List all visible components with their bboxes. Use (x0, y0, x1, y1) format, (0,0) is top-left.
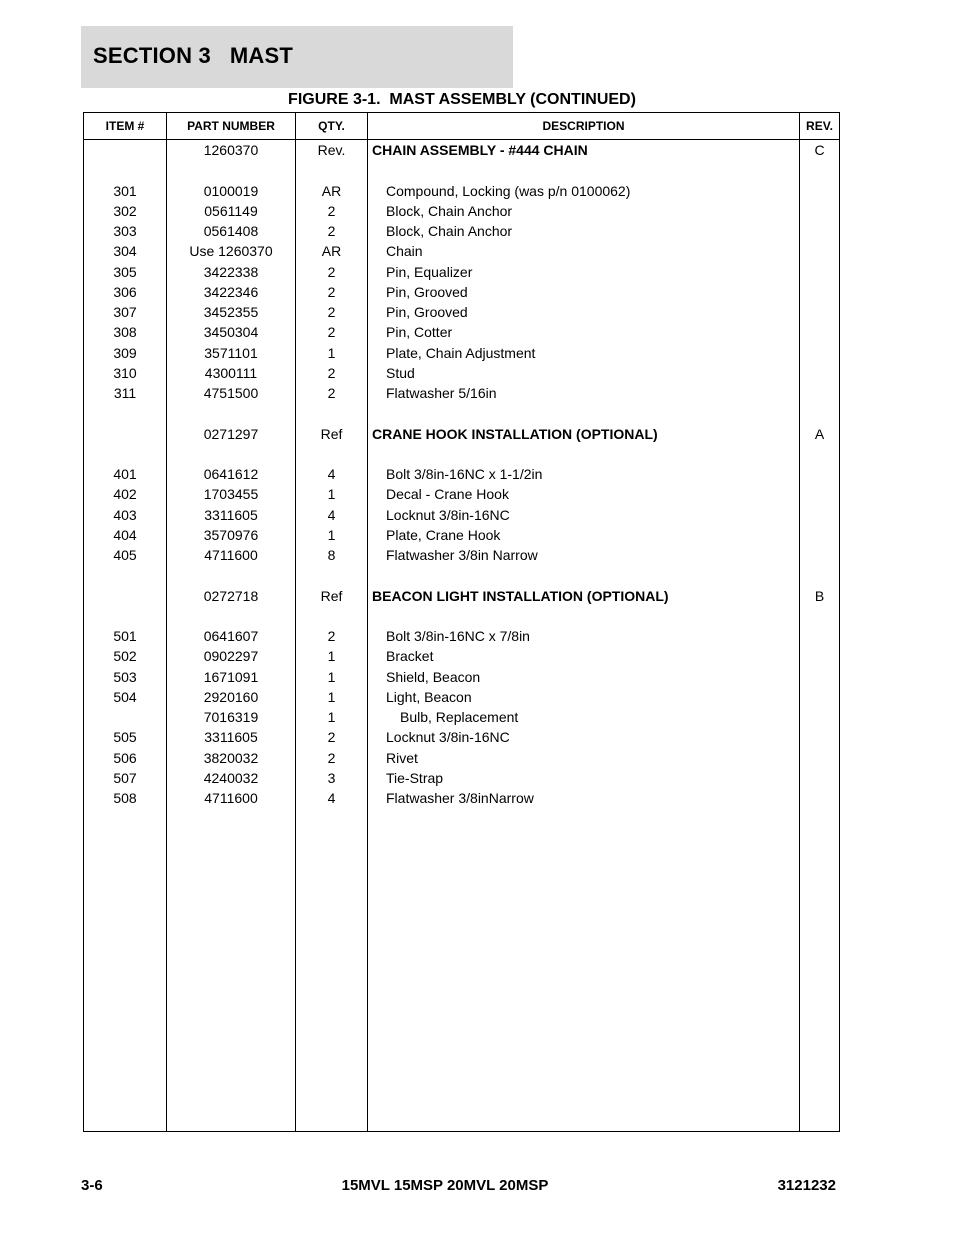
parts-table (83, 112, 840, 1132)
item-number-cell: 303 (113, 223, 137, 239)
page-number: 3-6 (81, 1177, 103, 1194)
quantity-cell: 1 (327, 344, 336, 361)
table-row (84, 282, 839, 302)
table-row (84, 262, 839, 282)
part-number-cell: 0641612 (203, 466, 259, 482)
part-number-cell: Use 1260370 (189, 243, 273, 260)
item-number-cell: 507 (113, 769, 137, 786)
table-row (84, 484, 839, 504)
description-cell: Bolt 3/8in-16NC x 7/8in (386, 628, 530, 644)
blank-row (84, 565, 839, 585)
table-body (84, 140, 839, 808)
description-cell: Flatwasher 5/16in (386, 385, 497, 401)
section-banner (81, 26, 513, 88)
quantity-cell: 1 (327, 526, 336, 543)
quantity-cell: 1 (327, 648, 336, 665)
part-number-cell: 0561408 (203, 223, 259, 239)
part-number-cell: 3820032 (203, 749, 259, 766)
description-cell: Block, Chain Anchor (386, 202, 513, 219)
part-number-cell: 3311605 (204, 729, 258, 746)
table-row (84, 626, 839, 646)
quantity-cell: 1 (327, 688, 336, 705)
table-row (84, 545, 839, 565)
revision-cell: C (814, 142, 825, 158)
quantity-cell: 1 (327, 486, 336, 503)
description-cell: Light, Beacon (386, 688, 472, 705)
part-number-cell: 3311605 (204, 506, 258, 523)
table-row (84, 667, 839, 687)
quantity-cell: 4 (327, 466, 336, 482)
part-number-cell: 2920160 (203, 688, 259, 705)
header-description: DESCRIPTION (542, 119, 625, 133)
part-number-cell: 4711600 (204, 547, 258, 563)
description-cell: Locknut 3/8in-16NC (386, 729, 510, 746)
part-number-cell: 3571101 (204, 344, 258, 361)
part-number-cell: 7016319 (203, 709, 259, 725)
table-row (84, 322, 839, 342)
description-cell: Pin, Equalizer (386, 263, 473, 280)
part-number-cell: 0641607 (203, 628, 259, 644)
item-number-cell: 311 (113, 385, 137, 401)
quantity-cell: 2 (327, 385, 336, 401)
description-cell: Bolt 3/8in-16NC x 1-1/2in (386, 466, 543, 482)
item-number-cell: 505 (113, 729, 137, 746)
header-part-number: PART NUMBER (187, 119, 275, 133)
item-number-cell: 508 (113, 790, 137, 806)
quantity-cell: 2 (327, 364, 336, 381)
item-number-cell: 502 (113, 648, 137, 665)
quantity-cell: Ref (320, 587, 343, 604)
description-cell: Shield, Beacon (386, 668, 481, 685)
table-row (84, 221, 839, 241)
description-cell: Plate, Chain Adjustment (386, 344, 536, 361)
part-number-cell: 4240032 (203, 769, 259, 786)
table-row (84, 646, 839, 666)
quantity-cell: 2 (327, 223, 336, 239)
quantity-cell: Rev. (317, 142, 346, 158)
table-row (84, 302, 839, 322)
description-cell: Compound, Locking (was p/n 0100062) (386, 182, 631, 199)
part-number-cell: 3452355 (203, 304, 259, 320)
item-number-cell: 302 (113, 202, 137, 219)
table-row (84, 424, 839, 444)
section-title: SECTION 3 MAST (93, 43, 293, 68)
item-number-cell: 305 (113, 263, 137, 280)
header-item: ITEM # (105, 119, 145, 133)
table-row (84, 464, 839, 484)
quantity-cell: AR (321, 243, 342, 260)
description-cell: Rivet (386, 749, 418, 766)
description-cell: Tie-Strap (386, 769, 444, 786)
header-rev: REV. (806, 119, 833, 133)
quantity-cell: 1 (327, 668, 336, 685)
table-row (84, 748, 839, 768)
description-cell: Plate, Crane Hook (386, 526, 501, 543)
part-number-cell: 1260370 (203, 142, 259, 158)
part-number-cell: 3422346 (203, 283, 259, 300)
blank-row (84, 160, 839, 180)
quantity-cell: 2 (327, 729, 336, 746)
item-number-cell: 309 (113, 344, 137, 361)
figure-title: FIGURE 3-1. MAST ASSEMBLY (CONTINUED) (288, 91, 636, 108)
item-number-cell: 310 (113, 364, 137, 381)
item-number-cell: 403 (113, 506, 137, 523)
item-number-cell: 402 (113, 486, 137, 503)
item-number-cell: 504 (113, 688, 137, 705)
table-row (84, 727, 839, 747)
part-number-cell: 0902297 (203, 648, 259, 665)
quantity-cell: 2 (327, 263, 336, 280)
quantity-cell: 2 (327, 283, 336, 300)
part-number-cell: 1671091 (203, 668, 259, 685)
item-number-cell: 401 (113, 466, 137, 482)
description-cell: Pin, Grooved (386, 283, 468, 300)
description-cell: Pin, Cotter (386, 324, 453, 341)
table-row (84, 768, 839, 788)
quantity-cell: 2 (327, 749, 336, 766)
table-row (84, 181, 839, 201)
table-row (84, 505, 839, 525)
document-number: 3121232 (777, 1177, 836, 1194)
table-row (84, 788, 839, 808)
description-cell: Bulb, Replacement (400, 709, 519, 725)
part-number-cell: 3450304 (203, 324, 259, 341)
quantity-cell: 2 (327, 304, 336, 320)
quantity-cell: 8 (327, 547, 336, 563)
part-number-cell: 0561149 (204, 202, 258, 219)
quantity-cell: 3 (327, 769, 336, 786)
description-cell: Flatwasher 3/8in Narrow (386, 547, 538, 563)
table-row (84, 687, 839, 707)
quantity-cell: 1 (327, 709, 336, 725)
item-number-cell: 506 (113, 749, 137, 766)
description-cell: Flatwasher 3/8inNarrow (386, 790, 534, 806)
quantity-cell: 4 (327, 790, 336, 806)
quantity-cell: 2 (327, 202, 336, 219)
header-qty: QTY. (318, 119, 345, 133)
part-number-cell: 1703455 (203, 486, 259, 503)
quantity-cell: AR (321, 182, 342, 199)
description-cell: Chain (386, 243, 423, 260)
blank-row (84, 606, 839, 626)
part-number-cell: 0272718 (203, 587, 259, 604)
table-row (84, 201, 839, 221)
item-number-cell: 404 (113, 526, 137, 543)
item-number-cell: 501 (113, 628, 137, 644)
table-row (84, 383, 839, 403)
item-number-cell: 307 (113, 304, 137, 320)
table-row (84, 707, 839, 727)
description-cell: BEACON LIGHT INSTALLATION (OPTIONAL) (372, 587, 669, 604)
part-number-cell: 3570976 (203, 526, 259, 543)
quantity-cell: 2 (327, 628, 336, 644)
quantity-cell: 4 (327, 506, 336, 523)
description-cell: Pin, Grooved (386, 304, 468, 320)
revision-cell: A (814, 425, 825, 442)
item-number-cell: 306 (113, 283, 137, 300)
part-number-cell: 0100019 (203, 182, 259, 199)
description-cell: CRANE HOOK INSTALLATION (OPTIONAL) (372, 425, 658, 442)
item-number-cell: 405 (113, 547, 137, 563)
table-row (84, 525, 839, 545)
table-row (84, 343, 839, 363)
description-cell: CHAIN ASSEMBLY - #444 CHAIN (372, 142, 588, 158)
description-cell: Bracket (386, 648, 434, 665)
item-number-cell: 503 (113, 668, 137, 685)
item-number-cell: 301 (113, 182, 137, 199)
description-cell: Stud (386, 364, 415, 381)
description-cell: Block, Chain Anchor (386, 223, 513, 239)
table-row (84, 241, 839, 261)
part-number-cell: 0271297 (203, 425, 259, 442)
part-number-cell: 4751500 (203, 385, 259, 401)
part-number-cell: 3422338 (203, 263, 259, 280)
description-cell: Locknut 3/8in-16NC (386, 506, 510, 523)
part-number-cell: 4300111 (204, 364, 258, 381)
quantity-cell: Ref (320, 425, 343, 442)
table-row (84, 140, 839, 160)
revision-cell: B (814, 587, 825, 604)
quantity-cell: 2 (327, 324, 336, 341)
description-cell: Decal - Crane Hook (386, 486, 509, 503)
table-row (84, 586, 839, 606)
model-list: 15MVL 15MSP 20MVL 20MSP (341, 1177, 549, 1194)
blank-row (84, 403, 839, 423)
item-number-cell: 308 (113, 324, 137, 341)
part-number-cell: 4711600 (204, 790, 258, 806)
table-row (84, 363, 839, 383)
blank-row (84, 444, 839, 464)
item-number-cell: 304 (113, 243, 137, 260)
